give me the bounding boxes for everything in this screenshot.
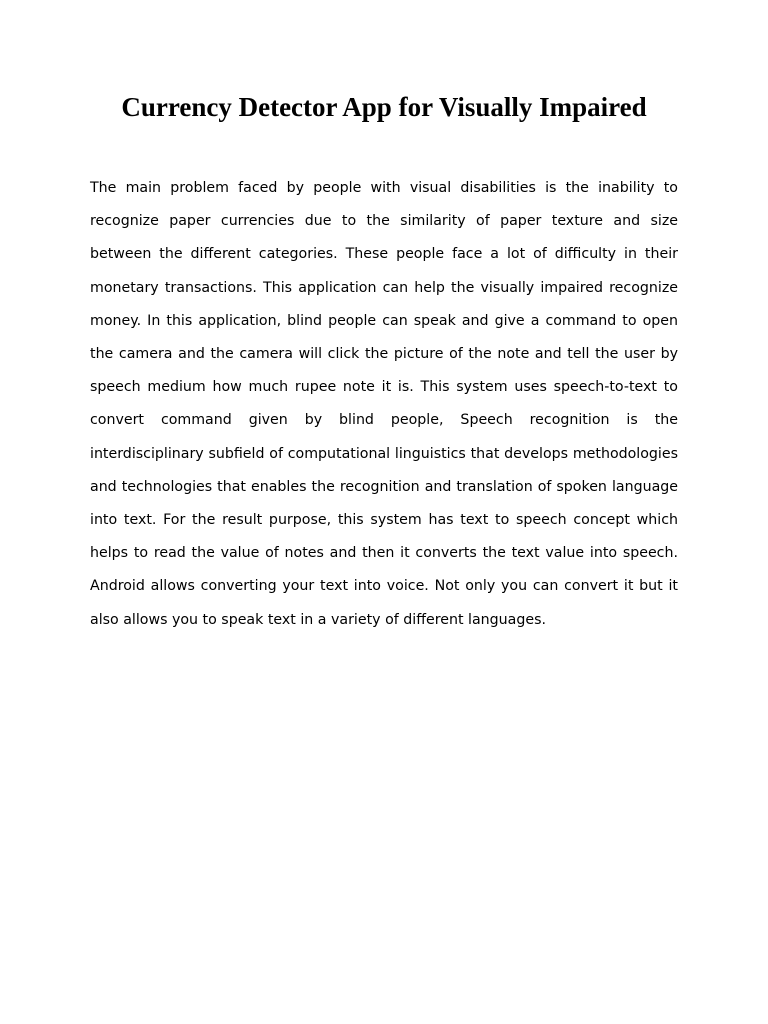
- document-body-paragraph: The main problem faced by people with visual disabilities is the inability to recognize paper currencies due to the similarity of paper texture and size between the different categories. These people face a lot of difficulty in their monetary transactions. This application can help the visually impaired recognize money. In this application, blind people can speak and give a command to open the camera and the camera will click the picture of the note and tell the user by speech medium how much rupee note it is. This system uses speech-to-text to convert command given by blind people, Speech recognition is the interdisciplinary subfield of computational linguistics that develops methodologies and technologies that enables the recognition and translation of spoken language into text. For the result purpose, this system has text to speech concept which helps to read the value of notes and then it converts the text value into speech. Android allows converting your text into voice. Not only you can convert it but it also allows you to speak text in a variety of different languages.: [90, 180, 678, 628]
- document-title: Currency Detector App for Visually Impaired: [121, 92, 647, 122]
